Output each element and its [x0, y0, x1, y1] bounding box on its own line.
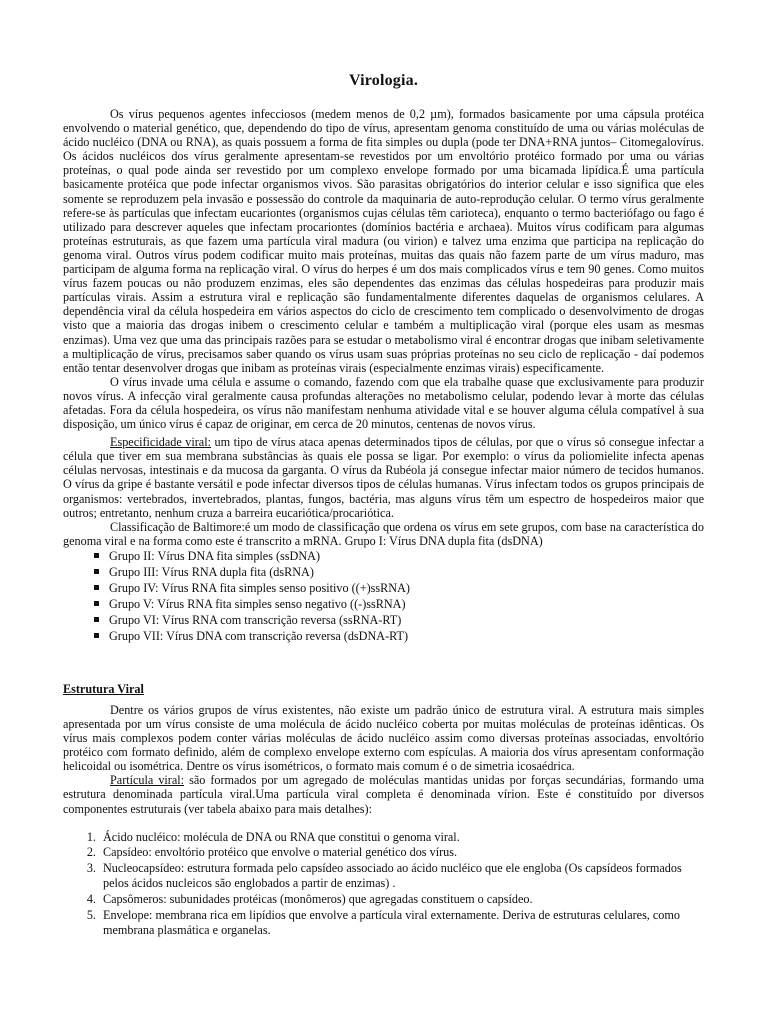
baltimore-paragraph: Classificação de Baltimore:é um modo de classificação que ordena os vírus em sete grupos, com base na característica do genoma viral e na forma como este é transcrito a mRNA. Grupo I: Vírus DNA dupla fita (dsDNA) [63, 519, 704, 548]
component-list [63, 830, 704, 939]
structure-paragraph: Dentre os vários grupos de vírus existentes, não existe um padrão único de estrutura viral. A estrutura mais simples apresentada por um vírus consiste de uma molécula de ácido nucléico coberta por muitas moléculas de proteínas idênticas. Os vírus mais complexos podem conter várias moléculas de ácido nucléico assim como diversas proteínas associadas, envoltório protéico com formato definido, além de complexo envelope externo com espículas. A maioria dos vírus apresentam conformação helicoidal ou isométrica. Dentre os vírus isométricos, o formato mais comum é o de simetria icosaédrica. [63, 702, 704, 774]
list-item: Grupo IV: Vírus RNA fita simples senso positivo ((+)ssRNA) [93, 580, 704, 596]
list-item: 3. Nucleocapsídeo: estrutura formada pelo capsídeo associado ao ácido nucléico que ele engloba (Os capsídeos formados pelos ácidos nucleicos são englobados a partir de enzimas) . [99, 861, 704, 892]
particle-text: são formados por um agregado de moléculas mantidas unidas por forças secundárias, formando uma estrutura denominada partícula viral.Uma partícula viral completa é denominada vírion. Este é constituído por diversos componentes estruturais (ver tabela abaixo para mais detalhes): [63, 773, 704, 816]
particle-paragraph [63, 773, 704, 815]
specificity-paragraph [63, 435, 704, 520]
list-item: Grupo VI: Vírus RNA com transcrição reversa (ssRNA-RT) [93, 612, 704, 628]
page-title: Virologia. [348, 72, 419, 89]
intro-paragraph: Os vírus pequenos agentes infecciosos (medem menos de 0,2 µm), formados basicamente por uma cápsula protéica envolvendo o material genético, que, dependendo do tipo de vírus, apresentam genoma constituído de uma ou várias moléculas de ácido nucléico (DNA ou RNA), as quais possuem a forma de fita simples ou dupla (pode ter DNA+RNA juntos– Citomegalovírus. Os ácidos nucléicos dos vírus geralmente apresentam-se revestidos por um envoltório protéico formado por uma ou várias proteínas, o qual pode ainda ser revestido por um complexo envelope formado por uma bicamada lipídica.É uma partícula basicamente protéica que pode infectar organismos vivos. São parasitas obrigatórios do interior celular e isso significa que eles somente se reproduzem pela invasão e possessão do controle da maquinaria de auto-reprodução celular. O termo vírus geralmente refere-se às partículas que infectam eucariontes (organismos cujas células têm carioteca), enquanto o termo bacteriófago ou fago é utilizado para descrever aqueles que infectam procariontes (domínios bactéria e archaea). Muitos vírus codificam para algumas proteínas estruturais, as que fazem uma partícula viral madura (ou virion) e talvez uma enzima que participa na replicação do genoma viral. Outros vírus podem codificar muito mais proteínas, muitas das quais não fazem parte de um vírus maduro, mas participam de alguma forma na replicação viral. O vírus do herpes é um dos mais complicados vírus e tem 90 genes. Como muitos vírus fazem poucas ou não produzem enzimas, eles são dependentes das enzimas das células hospedeiras para produzir mais partículas virais. Assim a estrutura viral e replicação são fundamentalmente diferentes daquelas de organismos celulares. A dependência viral da célula hospedeira em vários aspectos do ciclo de crescimento tem complicado o desenvolvimento de drogas visto que a maioria das drogas inibem o crescimento celular e também a multiplicação viral (porque eles usam as mesmas enzimas). Uma vez que uma das principais razões para se estudar o metabolismo viral é encontrar drogas que inibam seletivamente a multiplicação de vírus, precisamos saber quando os vírus usam suas próprias proteínas no seu ciclo de replicação - daí podemos então tentar desenvolver drogas que inibam as proteínas virais (especialmente enzimas virais) especificamente. [63, 107, 704, 375]
list-item: Grupo II: Vírus DNA fita simples (ssDNA) [93, 548, 704, 564]
list-item: Grupo VII: Vírus DNA com transcrição reversa (dsDNA-RT) [93, 628, 704, 644]
section-heading: Estrutura Viral [63, 681, 144, 696]
specificity-label: Especificidade viral: [110, 435, 211, 450]
list-item: 2. Capsídeo: envoltório protéico que envolve o material genético dos vírus. [99, 845, 704, 861]
list-item: Grupo V: Vírus RNA fita simples senso negativo ((-)ssRNA) [93, 596, 704, 612]
list-item: 1. Ácido nucléico: molécula de DNA ou RNA que constitui o genoma viral. [99, 830, 704, 846]
list-item: 4. Capsômeros: subunidades protéicas (monômeros) que agregadas constituem o capsídeo. [99, 892, 704, 908]
baltimore-group-list [63, 548, 704, 644]
invasion-paragraph: O vírus invade uma célula e assume o comando, fazendo com que ela trabalhe quase que exclusivamente para produzir novos vírus. A infecção viral geralmente causa profundas alterações no metabolismo celular, podendo levar à morte das células afetadas. Fora da célula hospedeira, os vírus não manifestam nenhuma atividade vital e se houver alguma célula compatível à sua disposição, um único vírus é capaz de originar, em cerca de 20 minutos, centenas de novos vírus. [63, 374, 704, 432]
list-item: 5. Envelope: membrana rica em lipídios que envolve a partícula viral externamente. Deriva de estruturas celulares, como membrana plasmática e organelas. [99, 908, 704, 939]
specificity-text: um tipo de vírus ataca apenas determinados tipos de células, por que o vírus só consegue infectar a célula que tiver em sua membrana substâncias às quais ele possa se ligar. Por exemplo: o vírus da poliomielite infecta apenas células nervosas, intestinais e da mucosa da garganta. O vírus da Rubéola já consegue infectar maior número de tecidos humanos. O vírus da gripe é bastante versátil e pode infectar diversos tipos de células humanas. Vírus infectam todos os grupos principais de organismos: vertebrados, invertebrados, plantas, fungos, bactéria, mas alguns vírus têm um espectro de hospedeiros maior que outros; entretanto, nenhum cruza a barreira eucariótica/procariótica. [63, 435, 704, 520]
particle-label: Partícula viral: [110, 773, 185, 788]
list-item: Grupo III: Vírus RNA dupla fita (dsRNA) [93, 564, 704, 580]
